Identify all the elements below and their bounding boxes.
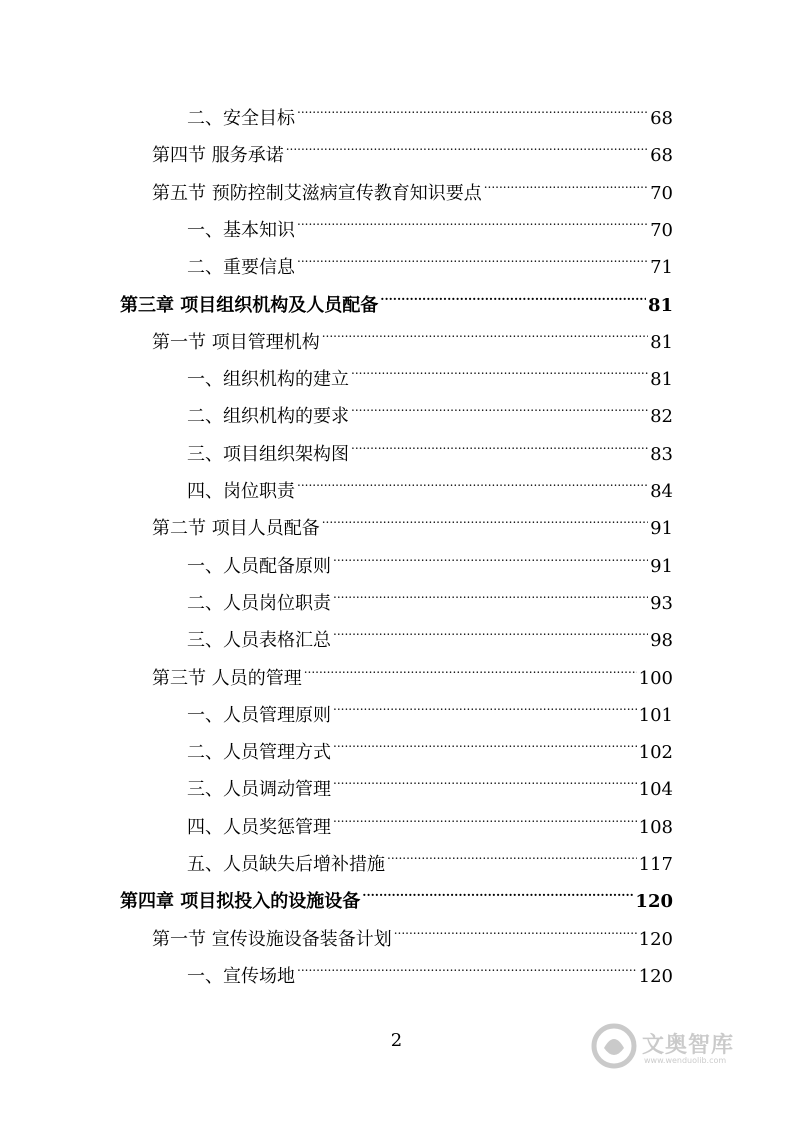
toc-leader-dots [333,725,637,762]
toc-leader-dots [380,278,646,315]
toc-entry-page: 120 [638,928,673,950]
toc-leader-dots [297,203,648,240]
watermark-url: www.wenduolib.com [644,1056,727,1065]
toc-entry-label: 二、人员管理方式 [187,742,331,764]
toc-entry-label: 一、人员配备原则 [187,555,331,577]
watermark-logo-icon [590,1022,638,1070]
toc-entry-label: 一、基本知识 [187,219,295,241]
toc-entry-label: 第四节 服务承诺 [152,145,284,167]
toc-entry-page: 84 [650,481,673,502]
toc-leader-dots [333,688,637,725]
toc-leader-dots [351,427,648,464]
toc-entry-page: 91 [650,518,673,540]
toc-entry-label: 五、人员缺失后增补措施 [187,854,385,875]
toc-entry-label: 第二节 项目人员配备 [152,518,320,540]
toc-entry-page: 120 [638,965,673,987]
toc-leader-dots [322,501,648,538]
toc-entry-label: 二、组织机构的要求 [187,406,349,428]
toc-leader-dots [333,576,648,613]
toc-entry-label: 第四章 项目拟投入的设施设备 [120,891,361,913]
toc-leader-dots [297,240,648,277]
toc-entry-label: 第一节 宣传设施设备装备计划 [152,928,392,950]
toc-entry-label: 三、项目组织架构图 [187,443,349,465]
toc-leader-dots [297,949,637,986]
toc-leader-dots [286,128,648,165]
toc-leader-dots [297,464,648,501]
toc-entry-label: 三、人员调动管理 [187,779,331,801]
toc-leader-dots [322,315,648,352]
toc-entry-page: 98 [650,630,673,652]
toc-leader-dots [484,166,648,203]
page-number: 2 [390,1030,403,1051]
toc-entry-label: 二、人员岗位职责 [187,592,331,614]
toc-entry-page: 91 [650,555,673,577]
toc-entry-page: 93 [650,592,673,614]
toc-entry-label: 第三节 人员的管理 [152,667,302,689]
toc-entry-page: 70 [650,219,673,241]
toc-entry-page: 83 [650,443,673,465]
toc-entry-page: 70 [650,182,673,204]
toc-entry-label: 第三章 项目组织机构及人员配备 [120,294,379,316]
toc-leader-dots [351,389,648,426]
toc-leader-dots [387,837,637,874]
toc-entry-label: 四、岗位职责 [187,481,295,502]
toc-leader-dots [362,874,633,911]
toc-entry-label: 二、重要信息 [187,257,295,279]
toc-entry-label: 三、人员表格汇总 [187,630,331,652]
toc-leader-dots [304,651,637,688]
toc-entry-label: 二、安全目标 [187,108,295,129]
toc-entry-page: 71 [650,257,673,279]
toc-entry-page: 120 [635,891,673,913]
watermark [590,1018,760,1074]
toc-entry-label: 一、组织机构的建立 [187,369,349,391]
toc-leader-dots [333,613,648,650]
toc-entry-page: 68 [650,145,673,167]
toc-leader-dots [297,91,648,128]
toc-leader-dots [333,762,637,799]
toc-entry-page: 81 [650,331,673,353]
toc-entry-label: 一、人员管理原则 [187,704,331,726]
toc-entry-page: 117 [638,854,673,875]
toc-entry-label: 四、人员奖惩管理 [187,816,331,838]
toc-entry-page: 102 [638,742,673,764]
toc-entry-page: 68 [650,108,673,129]
toc-entry-label: 第一节 项目管理机构 [152,331,320,353]
toc-entry-page: 108 [638,816,673,838]
toc-entry-label: 第五节 预防控制艾滋病宣传教育知识要点 [152,182,482,204]
watermark-text: 文奥智库 [642,1033,735,1058]
toc-leader-dots [394,912,637,949]
toc-entry-item[interactable] [187,958,673,995]
toc-entry-page: 82 [650,406,673,428]
toc-entry-page: 104 [638,779,673,801]
toc-entry-page: 81 [647,294,673,316]
toc-leader-dots [333,800,637,837]
toc-entry-page: 101 [638,704,673,726]
toc-leader-dots [351,352,648,389]
toc-entry-page: 81 [650,369,673,391]
toc-entry-label: 一、宣传场地 [187,965,295,987]
toc-leader-dots [333,539,648,576]
toc-entry-page: 100 [638,667,673,689]
